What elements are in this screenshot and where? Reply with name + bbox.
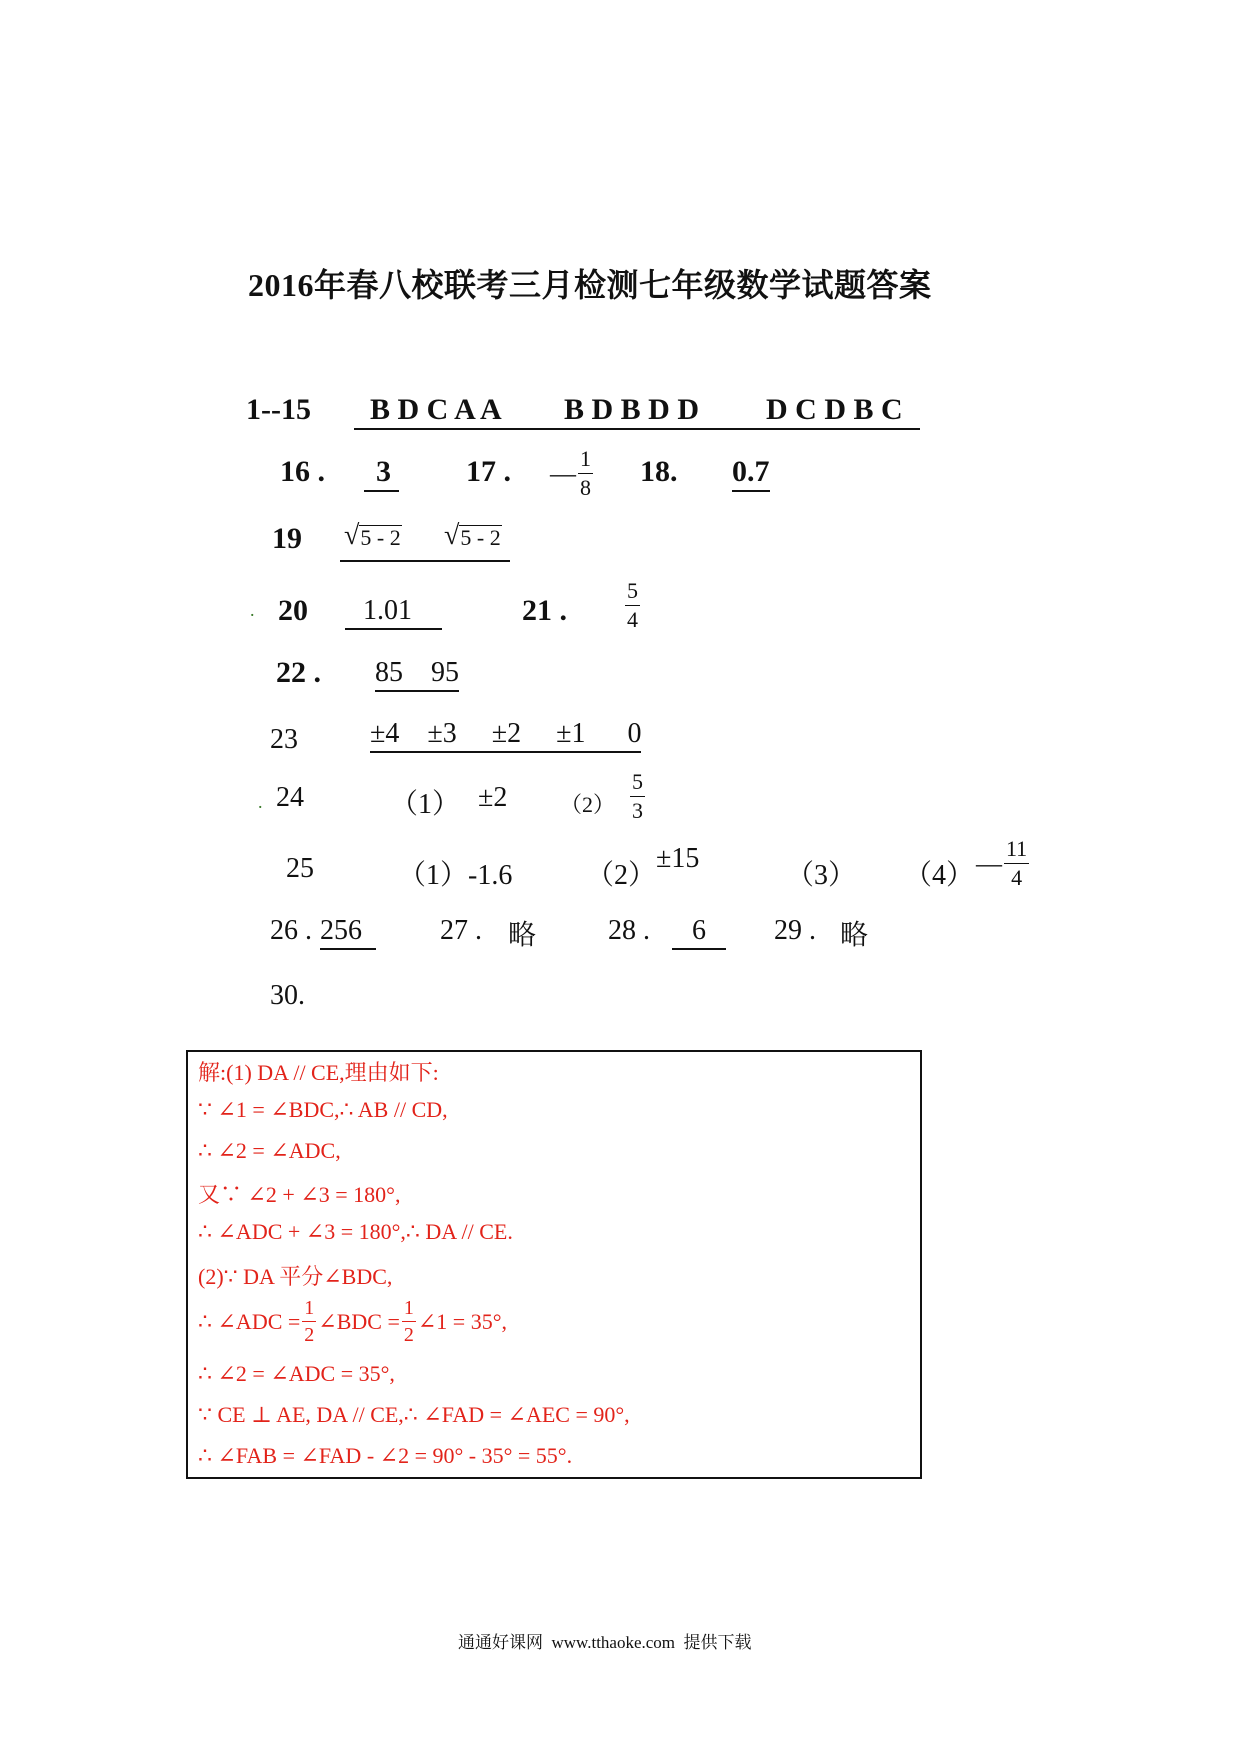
q24-part2: （2） <box>560 792 616 817</box>
footer-credit: 通通好课网 www.tthaoke.com 提供下载 <box>458 1633 752 1652</box>
half-num: 1 <box>302 1298 316 1322</box>
mc-label: 1--15 <box>246 393 311 426</box>
solution-line-7c: ∠1 = 35°, <box>417 1308 508 1334</box>
solution-line-6: (2)∵ DA 平分∠BDC, <box>198 1264 393 1289</box>
q25-answer2: ±15 <box>656 843 700 874</box>
q23-answer: ±4 ±3 ±2 ±1 0 <box>370 718 641 753</box>
solution-line-4: 又∵ ∠2 + ∠3 = 180°, <box>198 1182 401 1207</box>
q16-label: 16 . <box>280 455 325 488</box>
q24-answer1: ±2 <box>478 782 508 813</box>
q30-label: 30. <box>270 980 305 1011</box>
solution-line-1: 解:(1) DA // CE,理由如下: <box>198 1060 439 1085</box>
q25-part1: （1）-1.6 <box>398 860 513 891</box>
q17-answer <box>550 448 593 499</box>
q17-num: 1 <box>578 448 593 474</box>
q25-part4: （4） <box>904 860 975 891</box>
q21-fraction <box>625 580 640 631</box>
solution-line-7 <box>198 1298 507 1345</box>
q18-answer: 0.7 <box>732 455 770 492</box>
q22-label: 22 . <box>276 656 321 689</box>
q21-den: 4 <box>627 607 638 632</box>
q24-fraction <box>630 771 645 822</box>
q27-answer: 略 <box>508 920 537 951</box>
q21-num: 5 <box>625 580 640 606</box>
q25-part2: （2） <box>586 860 657 891</box>
margin-dot: . <box>258 792 263 812</box>
solution-box <box>186 1050 922 1479</box>
q25-num: 11 <box>1004 838 1029 864</box>
q22-answer: 85 95 <box>375 657 459 692</box>
solution-line-2: ∵ ∠1 = ∠BDC,∴ AB // CD, <box>198 1097 448 1122</box>
q28-answer: 6 <box>672 915 726 950</box>
q24-num: 5 <box>630 771 645 797</box>
q29-label: 29 . <box>774 915 816 946</box>
q28-label: 28 . <box>608 915 650 946</box>
q21-label: 21 . <box>522 594 567 627</box>
q25-fraction <box>1004 838 1029 889</box>
q23-label: 23 <box>270 724 298 755</box>
q19-sqrt-2: √ 5 - 2 <box>444 520 501 551</box>
solution-line-7b: ∠BDC = <box>318 1308 400 1334</box>
q18-label: 18. <box>640 455 678 488</box>
solution-line-3: ∴ ∠2 = ∠ADC, <box>198 1138 341 1163</box>
solution-line-7a: ∴ ∠ADC = <box>198 1308 301 1334</box>
q19-label: 19 <box>272 522 302 555</box>
q24-den: 3 <box>632 798 643 823</box>
q24-label: 24 <box>276 782 304 813</box>
solution-line-5: ∴ ∠ADC + ∠3 = 180°,∴ DA // CE. <box>198 1219 513 1244</box>
half-den: 2 <box>304 1324 315 1346</box>
q17-den: 8 <box>580 475 591 500</box>
solution-line-10: ∴ ∠FAB = ∠FAD - ∠2 = 90° - 35° = 55°. <box>198 1443 573 1468</box>
solution-line-9: ∵ CE ⊥ AE, DA // CE,∴ ∠FAD = ∠AEC = 90°, <box>198 1402 630 1427</box>
q20-answer: 1.01 <box>345 595 442 630</box>
mc-group-2: B D B D D <box>564 393 700 426</box>
solution-line-8: ∴ ∠2 = ∠ADC = 35°, <box>198 1361 395 1386</box>
q19-answer <box>340 520 510 562</box>
mc-group-1: B D C A A <box>370 393 502 426</box>
q20-label: 20 <box>278 594 308 627</box>
q17-fraction <box>578 448 593 499</box>
q24-part1: （1） <box>390 789 461 820</box>
q19-sqrt-1: √ 5 - 2 <box>344 520 401 551</box>
q27-label: 27 . <box>440 915 482 946</box>
q16-answer: 3 <box>364 455 399 492</box>
half-fraction <box>302 1298 316 1345</box>
margin-dot: . <box>250 600 255 620</box>
q26-answer: 256 <box>320 915 376 950</box>
q17-label: 17 . <box>466 455 511 488</box>
minus-sign: — <box>976 848 1002 878</box>
page-title: 2016年春八校联考三月检测七年级数学试题答案 <box>248 267 932 303</box>
mc-answers <box>354 393 920 430</box>
mc-group-3: D C D B C <box>766 393 903 426</box>
q25-answer4 <box>976 838 1029 889</box>
half-den: 2 <box>403 1324 414 1346</box>
q25-den: 4 <box>1011 865 1023 890</box>
q25-label: 25 <box>286 853 314 884</box>
q25-part3: （3） <box>786 860 857 891</box>
half-num: 1 <box>402 1298 416 1322</box>
minus-sign: — <box>550 458 576 488</box>
q29-answer: 略 <box>840 920 869 951</box>
q26-label: 26 . <box>270 915 312 946</box>
half-fraction <box>402 1298 416 1345</box>
